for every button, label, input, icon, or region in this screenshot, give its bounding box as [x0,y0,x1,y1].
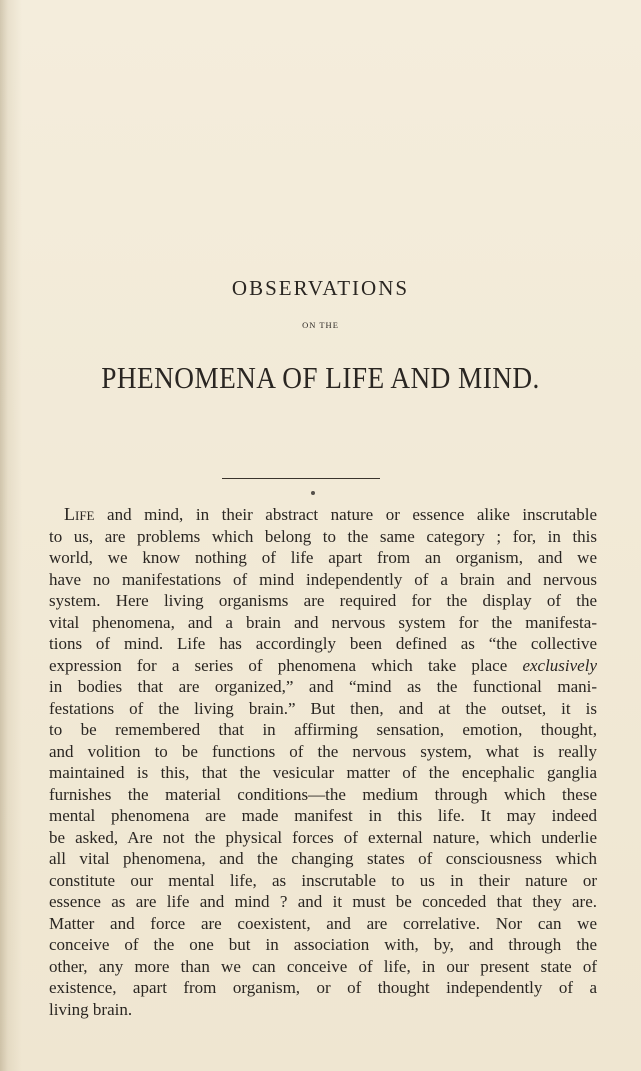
text-line [49,698,597,720]
line-text: vital phenomena, and a brain and nervous system for the manifesta- [49,612,597,632]
text-line [49,547,597,569]
text-line [49,676,597,698]
text-line [49,741,597,763]
text-line [49,633,597,655]
page-subtitle: PHENOMENA OF LIFE AND MIND. [101,360,540,395]
line-text: essence as are life and mind ? and it must be conceded that they are. [49,892,597,911]
text-line [49,655,597,677]
line-text: festations of the living brain.” But then, and at the outset, it is [49,698,597,718]
line-text: Matter and force are coexistent, and are correlative. Nor can we [49,913,597,933]
text-line [49,956,597,978]
line-text: to be remembered that in affirming sensation, emotion, thought, [49,720,597,739]
text-line [49,719,597,741]
ink-dot [311,491,315,495]
line-text: to us, are problems which belong to the same category ; for, in this [49,526,597,546]
emphasized-word: exclusively [522,655,597,675]
text-line [49,977,597,999]
line-text: and volition to be functions of the nervous system, what is really [49,741,597,761]
text-line [49,934,597,956]
line-text: have no manifestations of mind independently of a brain and nervous [49,569,597,589]
text-line [49,612,597,634]
text-line [49,504,597,526]
line-text: be asked, Are not the physical forces of external nature, which underlie [49,827,597,847]
text-line [49,526,597,548]
line-text: all vital phenomena, and the changing states of consciousness which [49,849,597,868]
text-line [49,784,597,806]
text-line [49,913,597,935]
text-line [49,827,597,849]
title-connector: ON THE [302,320,339,330]
line-text: expression for a series of phenomena which take place [49,655,523,675]
line-text: and mind, in their abstract nature or essence alike inscrutable [94,505,597,524]
text-line [49,848,597,870]
line-text: system. Here living organisms are required for the display of the [49,591,597,610]
line-text: existence, apart from organism, or of thought independently of a [49,978,597,997]
text-line [49,891,597,913]
page-title: OBSERVATIONS [231,276,410,300]
title-rule [222,478,380,479]
line-text: furnishes the material conditions—the medium through which these [49,784,597,804]
text-line [49,999,597,1021]
text-line [49,805,597,827]
lead-word: Life [64,504,95,524]
text-line [49,569,597,591]
line-text: mental phenomena are made manifest in this life. It may indeed [49,806,597,825]
text-line [49,762,597,784]
text-line [49,590,597,612]
line-text: constitute our mental life, as inscrutable to us in their nature or [49,870,597,890]
text-line [49,870,597,892]
line-text: maintained is this, that the vesicular matter of the encephalic ganglia [49,763,597,782]
line-text: in bodies that are organized,” and “mind as the functional mani- [49,677,597,696]
line-text: tions of mind. Life has accordingly been defined as “the collective [49,634,597,653]
line-text: world, we know nothing of life apart from an organism, and we [49,548,597,567]
line-text: other, any more than we can conceive of life, in our present state of [49,956,597,976]
body-paragraph [49,504,597,1020]
line-text: living brain. [49,999,133,1019]
line-text: conceive of the one but in association with, by, and through the [49,935,597,954]
